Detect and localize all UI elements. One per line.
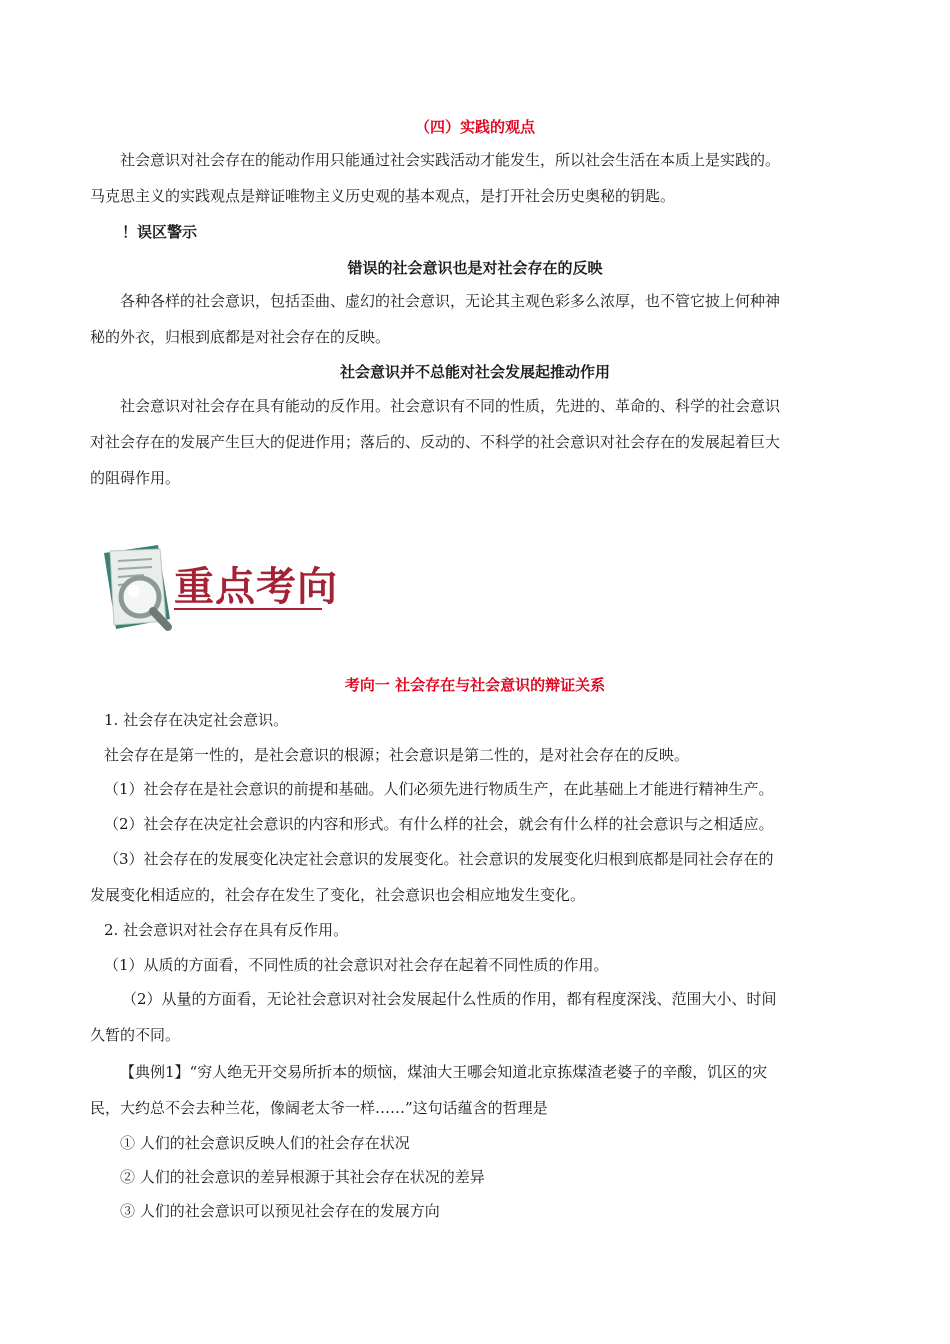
example-label: 【典例1】 (120, 1063, 190, 1081)
topic-1-sub-3-line-2: 发展变化相适应的，社会存在发生了变化，社会意识也会相应地发生变化。 (90, 886, 586, 904)
example-option-3: ③ 人们的社会意识可以预见社会存在的发展方向 (120, 1202, 440, 1220)
example-option-2: ② 人们的社会意识的差异根源于其社会存在状况的差异 (120, 1168, 485, 1186)
section-heading-practice: （四）实践的观点 (414, 118, 535, 136)
example-1-line-2: 民，大约总不会去种兰花，像阔老太爷一样……”这句话蕴含的哲理是 (90, 1099, 548, 1117)
misconception-2-line-1: 社会意识对社会存在具有能动的反作用。社会意识有不同的性质，先进的、革命的、科学的社会意识 (120, 397, 781, 415)
topic-1-heading: 考向一 社会存在与社会意识的辩证关系 (344, 676, 606, 694)
topic-1-sub-3-line-1: （3）社会存在的发展变化决定社会意识的发展变化。社会意识的发展变化归根到底都是同社会存在的 (104, 850, 774, 868)
misconception-2-line-2: 对社会存在的发展产生巨大的促进作用；落后的、反动的、不科学的社会意识对社会存在的发展起着巨大 (90, 433, 781, 451)
misconception-2-line-3: 的阻碍作用。 (90, 469, 181, 487)
topic-1-sub-1: （1）社会存在是社会意识的前提和基础。人们必须先进行物质生产，在此基础上才能进行精神生产。 (104, 780, 774, 798)
key-topics-banner-title: 重点考向 (174, 564, 338, 610)
misconception-1-line-1: 各种各样的社会意识，包括歪曲、虚幻的社会意识，无论其主观色彩多么浓厚，也不管它披上何种神 (120, 292, 781, 310)
topic-1-point-1: 1. 社会存在决定社会意识。 (104, 711, 289, 729)
topic-1-point-2: 2. 社会意识对社会存在具有反作用。 (104, 921, 349, 939)
topic-1-point-2-sub-2-line-1: （2）从量的方面看，无论社会意识对社会发展起什么性质的作用，都有程度深浅、范围大小、时间 (122, 990, 777, 1008)
topic-1-point-2-sub-1: （1）从质的方面看，不同性质的社会意识对社会存在起着不同性质的作用。 (104, 956, 609, 974)
misconception-1-line-2: 秘的外衣，归根到底都是对社会存在的反映。 (90, 328, 391, 346)
practice-paragraph-line-2: 马克思主义的实践观点是辩证唯物主义历史观的基本观点，是打开社会历史奥秘的钥匙。 (90, 187, 676, 205)
example-question-text: “穷人绝无开交易所折本的烦恼，煤油大王哪会知道北京拣煤渣老婆子的辛酸，饥区的灾 (189, 1063, 768, 1081)
topic-1-point-1-explanation: 社会存在是第一性的，是社会意识的根源；社会意识是第二性的，是对社会存在的反映。 (104, 746, 690, 764)
misconception-warning-label: ！误区警示 (122, 223, 198, 241)
practice-paragraph-line-1: 社会意识对社会存在的能动作用只能通过社会实践活动才能发生，所以社会生活在本质上是实践的。 (120, 151, 781, 169)
example-option-1: ① 人们的社会意识反映人们的社会存在状况 (120, 1134, 410, 1152)
misconception-1-title: 错误的社会意识也是对社会存在的反映 (347, 259, 603, 277)
topic-1-point-2-sub-2-line-2: 久暂的不同。 (90, 1026, 181, 1044)
topic-1-sub-2: （2）社会存在决定社会意识的内容和形式。有什么样的社会，就会有什么样的社会意识与之相适应。 (104, 815, 774, 833)
misconception-2-title: 社会意识并不总能对社会发展起推动作用 (339, 363, 610, 381)
example-1-line-1 (120, 1062, 767, 1082)
